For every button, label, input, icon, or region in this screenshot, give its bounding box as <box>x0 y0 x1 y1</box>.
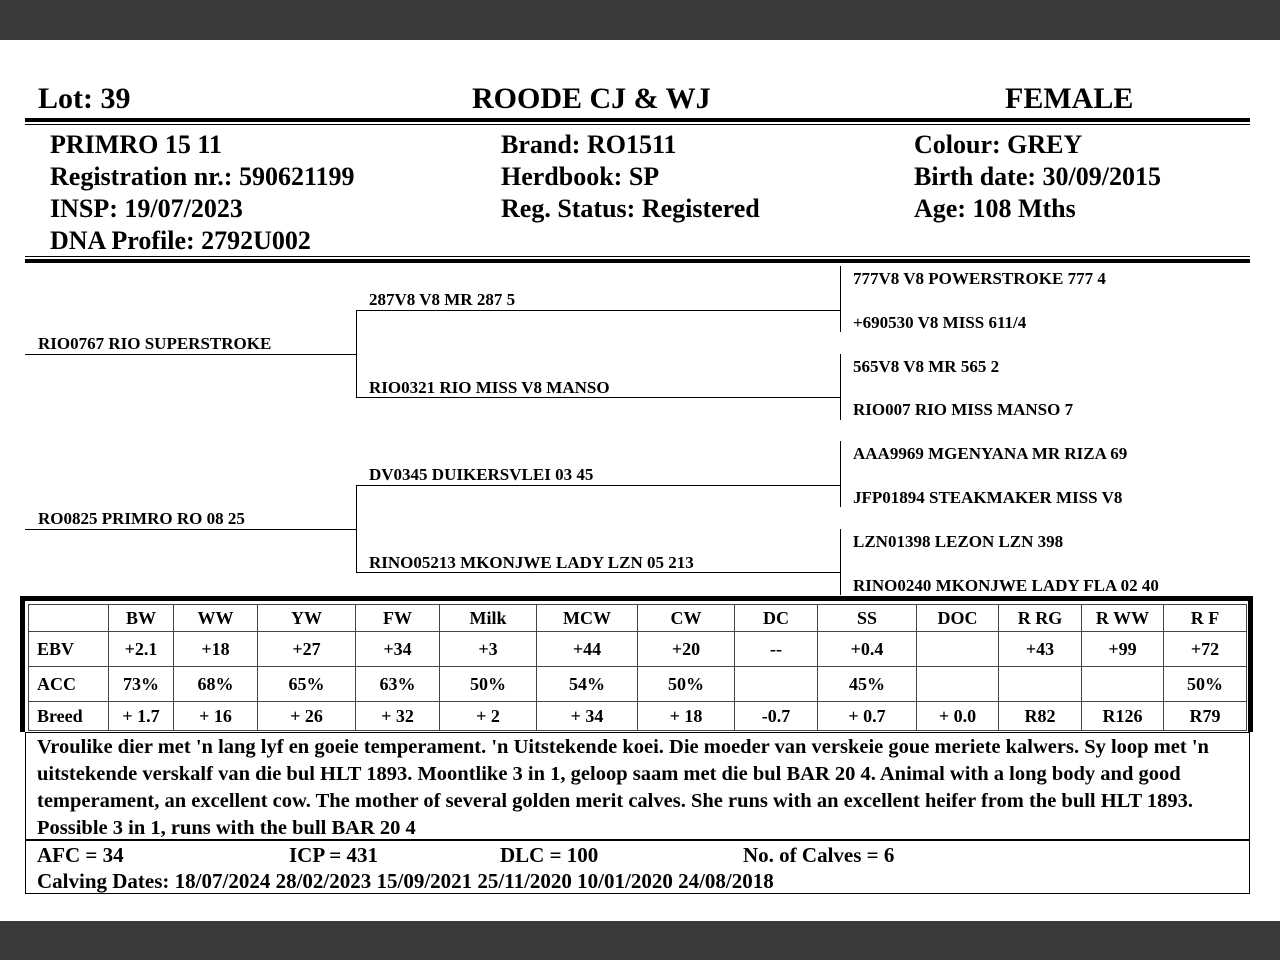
great-grandparent: 777V8 V8 POWERSTROKE 777 4 <box>853 269 1106 288</box>
bottom-bar <box>0 921 1280 960</box>
ebv-cell <box>1082 667 1164 702</box>
ebv-col-header: DC <box>735 605 818 632</box>
pedigree-bracket <box>356 485 357 573</box>
ebv-cell: 50% <box>1164 667 1247 702</box>
sire-dam-name: RIO0321 RIO MISS V8 MANSO <box>369 378 610 397</box>
pedigree-line <box>25 354 356 355</box>
ebv-col-header: FW <box>356 605 440 632</box>
ebv-cell: +20 <box>638 632 735 667</box>
animal-comment: Vroulike dier met 'n lang lyf en goeie temperament. 'n Uitstekende koei. Die moeder van verskeie goue meriete kalwers. Sy loop met 'n uitstekende verskalf van die bul HLT 1893. Moontlike 3 in 1, geloop saam met die bul BAR 20 4. Animal with a long body and good temperament, an excellent cow. The mother of several golden merit calves. She runs with an excellent heifer from the bull HLT 1893. Possible 3 in 1, runs with the bull BAR 20 4 <box>37 736 1209 839</box>
info-rule-thick <box>25 259 1250 263</box>
acc-row <box>29 667 1247 702</box>
ebv-cell: -- <box>735 632 818 667</box>
dlc-value: DLC = 100 <box>500 843 599 867</box>
ebv-cell: -0.7 <box>735 702 818 731</box>
dam-dam-name: RINO05213 MKONJWE LADY LZN 05 213 <box>369 553 694 572</box>
ebv-cell: + 1.7 <box>109 702 174 731</box>
pedigree-line <box>25 529 356 530</box>
ebv-cell: +3 <box>440 632 537 667</box>
ebv-cell: +27 <box>258 632 356 667</box>
ebv-cell: + 16 <box>174 702 258 731</box>
ebv-cell: + 34 <box>537 702 638 731</box>
pedigree-bracket <box>840 441 841 507</box>
pedigree-bracket <box>840 266 841 332</box>
ebv-row <box>29 632 1247 667</box>
lot-number: Lot: 39 <box>38 82 131 115</box>
herdbook: Herdbook: SP <box>501 162 660 191</box>
ebv-cell: +72 <box>1164 632 1247 667</box>
ebv-row-label: Breed <box>29 702 109 731</box>
pedigree-bracket <box>356 310 357 398</box>
ebv-cell: 50% <box>638 667 735 702</box>
pedigree-line <box>356 485 841 486</box>
registration-number: Registration nr.: 590621199 <box>50 162 355 191</box>
ebv-cell <box>917 632 999 667</box>
ebv-col-header: SS <box>818 605 917 632</box>
ebv-frame-top <box>20 596 1253 601</box>
great-grandparent: RINO0240 MKONJWE LADY FLA 02 40 <box>853 576 1159 595</box>
great-grandparent: 565V8 V8 MR 565 2 <box>853 357 1000 376</box>
ebv-frame-right <box>1248 596 1253 732</box>
ebv-cell <box>999 667 1082 702</box>
ebv-cell: 63% <box>356 667 440 702</box>
ebv-cell: 68% <box>174 667 258 702</box>
sire-sire-name: 287V8 V8 MR 287 5 <box>369 290 516 309</box>
calving-dates: Calving Dates: 18/07/2024 28/02/2023 15/09/2021 25/11/2020 10/01/2020 24/08/2018 <box>37 869 774 893</box>
insp-date: INSP: 19/07/2023 <box>50 194 243 223</box>
ebv-cell: R79 <box>1164 702 1247 731</box>
ebv-cell <box>735 667 818 702</box>
ebv-cell: 73% <box>109 667 174 702</box>
ebv-cell <box>917 667 999 702</box>
ebv-cell: + 32 <box>356 702 440 731</box>
birth-date: Birth date: 30/09/2015 <box>914 162 1161 191</box>
ebv-table <box>28 604 1247 731</box>
sex-label: FEMALE <box>1005 82 1134 115</box>
number-of-calves: No. of Calves = 6 <box>743 843 895 867</box>
ebv-col-header: CW <box>638 605 735 632</box>
icp-value: ICP = 431 <box>289 843 378 867</box>
breed-row <box>29 702 1247 731</box>
ebv-col-header: DOC <box>917 605 999 632</box>
ebv-col-header: YW <box>258 605 356 632</box>
ebv-cell: + 26 <box>258 702 356 731</box>
ebv-cell: + 2 <box>440 702 537 731</box>
brand: Brand: RO1511 <box>501 130 677 159</box>
ebv-cell: +34 <box>356 632 440 667</box>
ebv-cell: + 18 <box>638 702 735 731</box>
pedigree-bracket <box>840 529 841 595</box>
ebv-cell: + 0.7 <box>818 702 917 731</box>
ebv-frame-left <box>20 596 25 732</box>
ebv-cell: R82 <box>999 702 1082 731</box>
colour: Colour: GREY <box>914 130 1083 159</box>
header-rule-thin <box>25 124 1250 125</box>
ebv-row-label: ACC <box>29 667 109 702</box>
sire-name: RIO0767 RIO SUPERSTROKE <box>38 334 272 353</box>
info-rule-thin <box>25 256 1250 257</box>
ebv-cell: +0.4 <box>818 632 917 667</box>
ebv-cell: +43 <box>999 632 1082 667</box>
ebv-cell: 65% <box>258 667 356 702</box>
header-rule-thick <box>25 118 1250 122</box>
ebv-cell: +18 <box>174 632 258 667</box>
great-grandparent: JFP01894 STEAKMAKER MISS V8 <box>853 488 1123 507</box>
great-grandparent: +690530 V8 MISS 611/4 <box>853 313 1027 332</box>
ebv-col-header: MCW <box>537 605 638 632</box>
ebv-col-header: R F <box>1164 605 1247 632</box>
dam-sire-name: DV0345 DUIKERSVLEI 03 45 <box>369 465 594 484</box>
ebv-col-header: Milk <box>440 605 537 632</box>
ebv-cell: R126 <box>1082 702 1164 731</box>
ebv-row-label: EBV <box>29 632 109 667</box>
ebv-col-header: R WW <box>1082 605 1164 632</box>
ebv-col-header: BW <box>109 605 174 632</box>
pedigree-line <box>356 310 841 311</box>
pedigree-bracket <box>840 354 841 420</box>
great-grandparent: RIO007 RIO MISS MANSO 7 <box>853 400 1074 419</box>
age: Age: 108 Mths <box>914 194 1076 223</box>
ebv-cell: 50% <box>440 667 537 702</box>
ebv-col-header: R RG <box>999 605 1082 632</box>
ebv-col-header: WW <box>174 605 258 632</box>
ebv-cell: 54% <box>537 667 638 702</box>
owner-name: ROODE CJ & WJ <box>472 82 711 115</box>
great-grandparent: AAA9969 MGENYANA MR RIZA 69 <box>853 444 1128 463</box>
animal-name: PRIMRO 15 11 <box>50 130 222 159</box>
ebv-cell: +44 <box>537 632 638 667</box>
great-grandparent: LZN01398 LEZON LZN 398 <box>853 532 1064 551</box>
dam-name: RO0825 PRIMRO RO 08 25 <box>38 509 245 528</box>
ebv-header-row <box>29 605 1247 632</box>
reg-status: Reg. Status: Registered <box>501 194 760 223</box>
ebv-cell: + 0.0 <box>917 702 999 731</box>
top-bar <box>0 0 1280 40</box>
ebv-cell: 45% <box>818 667 917 702</box>
afc-value: AFC = 34 <box>37 843 124 867</box>
ebv-cell: +2.1 <box>109 632 174 667</box>
ebv-cell: +99 <box>1082 632 1164 667</box>
ebv-col-header <box>29 605 109 632</box>
dna-profile: DNA Profile: 2792U002 <box>50 226 311 255</box>
